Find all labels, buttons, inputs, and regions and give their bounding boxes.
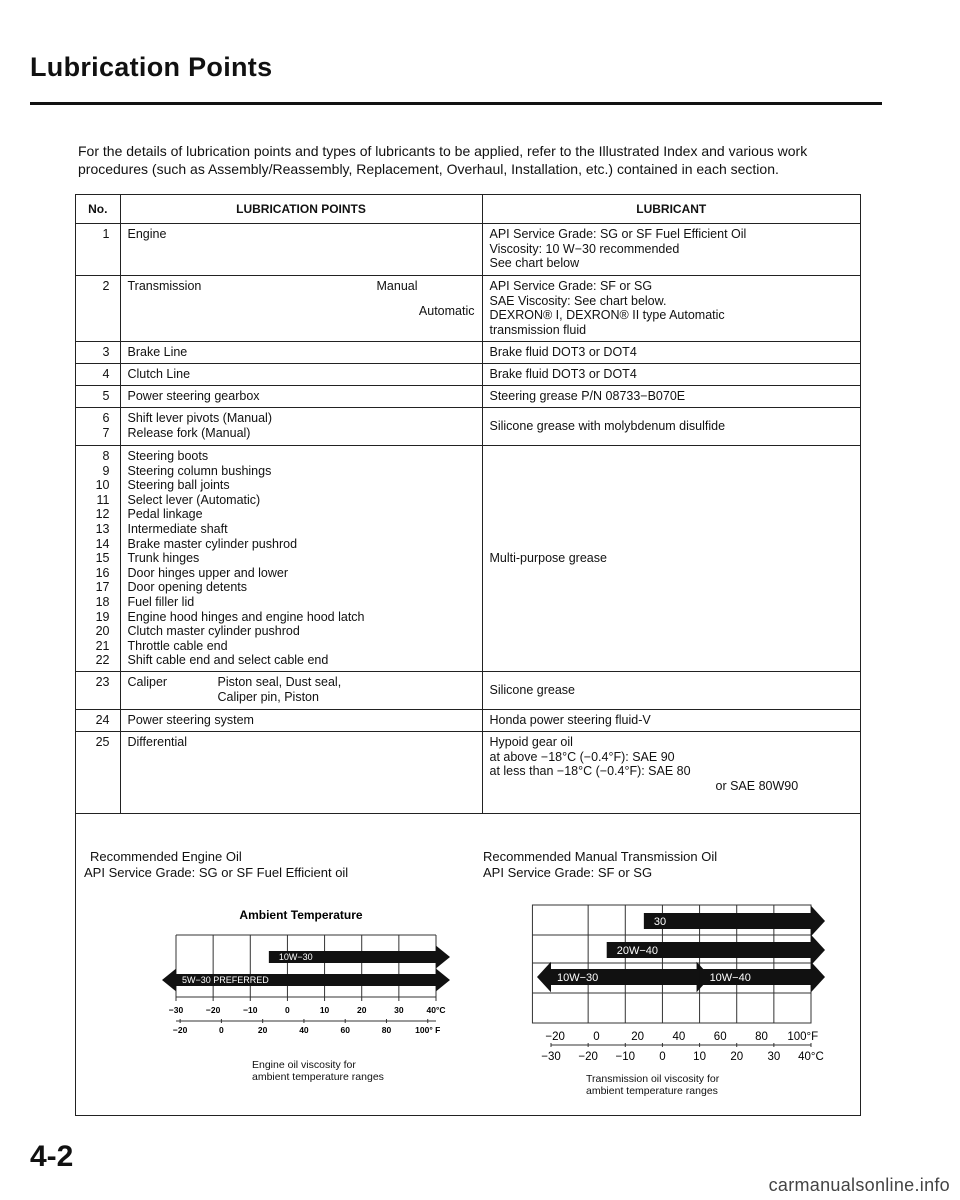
table-row [76, 224, 860, 276]
tick-label-c: −30 [168, 1005, 184, 1015]
row-number: 3 [76, 342, 120, 364]
tick-label-c: 10 [693, 1051, 706, 1063]
row-number: 21 [95, 638, 110, 653]
table-row [76, 408, 860, 446]
lubrication-point: Intermediate shaft [127, 521, 228, 536]
tick-label-c: 40°C [426, 1005, 446, 1015]
tick-label-c: −10 [615, 1051, 636, 1063]
lubrication-point: Steering ball joints [127, 478, 230, 493]
lubrication-point: Clutch master cylinder pushrod [127, 624, 300, 639]
table-header-row [76, 195, 860, 224]
lubrication-frame [75, 194, 861, 1116]
lubricant-cell: Brake fluid DOT3 or DOT4 [482, 342, 860, 364]
table-row [76, 709, 860, 731]
tick-label-f: 20 [257, 1025, 268, 1035]
lubricant-cell [482, 731, 860, 813]
row-number: 1 [76, 224, 120, 276]
lubrication-point: Caliper [127, 674, 168, 689]
lubrication-point: Trunk hinges [127, 551, 200, 566]
lubrication-point: Differential [120, 731, 482, 813]
tick-label-f: 0 [219, 1025, 224, 1035]
row-number: 5 [76, 386, 120, 408]
table-row [76, 342, 860, 364]
row-number-cell [76, 408, 120, 446]
lubrication-point-cell [120, 408, 482, 446]
tick-label-f: 80 [755, 1031, 768, 1043]
lubricant-line: Hypoid gear oil [489, 734, 573, 749]
engine-oil-viscosity-chart [136, 905, 466, 1075]
caption-line: ambient temperature ranges [586, 1085, 718, 1097]
row-number: 24 [76, 709, 120, 731]
lubricant-cell [482, 276, 860, 342]
row-number: 2 [76, 276, 120, 342]
row-number: 8 [102, 449, 110, 463]
tick-label-c: −20 [578, 1051, 598, 1063]
tick-label-c: 30 [394, 1005, 404, 1015]
tick-label-c: −20 [205, 1005, 221, 1015]
caption-line: Transmission oil viscosity for [586, 1073, 720, 1085]
bar-10w30-label: 10W−30 [278, 952, 313, 963]
lubrication-point: Select lever (Automatic) [127, 492, 261, 507]
lubricant-line: transmission fluid [489, 322, 587, 337]
lubrication-point: Clutch Line [120, 364, 482, 386]
title-rule [30, 102, 882, 105]
lubricant-cell: Honda power steering fluid-V [482, 709, 860, 731]
engine-oil-heading: Recommended Engine Oil [90, 849, 242, 864]
tick-label-c: 0 [659, 1051, 666, 1063]
tick-label-f: −20 [172, 1025, 188, 1035]
tick-label-c: −10 [243, 1005, 258, 1015]
caption-line: Engine oil viscosity for [252, 1059, 356, 1071]
tick-label-c: 0 [285, 1005, 290, 1015]
table-row [76, 731, 860, 813]
tick-label-f: 40 [299, 1025, 309, 1035]
header-points: LUBRICATION POINTS [120, 195, 482, 224]
row-number: 4 [76, 364, 120, 386]
lubricant-line: DEXRON® I, DEXRON® II type Automatic [489, 308, 725, 323]
lubricant-cell: Silicone grease with molybdenum disulfide [482, 408, 860, 446]
lubricant-line: at above −18°C (−0.4°F): SAE 90 [489, 749, 675, 764]
lubrication-point: Throttle cable end [127, 638, 228, 653]
table-row [76, 446, 860, 672]
bar-5w30-label: 5W−30 PREFERRED [182, 975, 269, 986]
lubrication-point: Pedal linkage [127, 507, 203, 522]
lubrication-point: Power steering gearbox [120, 386, 482, 408]
table-row [76, 364, 860, 386]
lubrication-point: Shift cable end and select cable end [127, 653, 329, 668]
row-number-cell [76, 446, 120, 672]
tick-label-c: 40°C [798, 1051, 824, 1063]
lubricant-cell: Brake fluid DOT3 or DOT4 [482, 364, 860, 386]
lubricant-line: API Service Grade: SF or SG [489, 279, 653, 293]
row-number: 11 [96, 492, 110, 507]
tick-label-f: 40 [672, 1031, 686, 1043]
row-number: 15 [95, 551, 110, 566]
row-number: 7 [102, 425, 110, 440]
tick-label-f: 80 [381, 1025, 392, 1035]
lubrication-point: Transmission [127, 279, 202, 293]
transmission-chart-caption [586, 1073, 719, 1097]
row-number: 17 [95, 580, 110, 595]
tick-label-c: 10 [319, 1005, 330, 1015]
page-number: 4-2 [30, 1140, 74, 1173]
lubrication-point: Engine hood hinges and engine hood latch [127, 609, 365, 624]
bar-30 [644, 906, 825, 936]
tick-label-f: 100°F [787, 1031, 819, 1043]
transmission-automatic: Automatic [418, 303, 475, 318]
table-row [76, 386, 860, 408]
tick-label-f: −20 [545, 1031, 565, 1043]
page-title: Lubrication Points [30, 52, 273, 82]
lubrication-point: Power steering system [120, 709, 482, 731]
row-number: 20 [95, 624, 110, 639]
transmission-oil-grade: API Service Grade: SF or SG [483, 865, 653, 880]
lubricant-line: Viscosity: 10 W−30 recommended [489, 241, 680, 256]
row-number: 13 [95, 521, 110, 536]
lubrication-point-cell [120, 276, 482, 342]
transmission-oil-recommendation [483, 849, 717, 881]
lubrication-point: Engine [120, 224, 482, 276]
row-number: 9 [102, 463, 110, 478]
lubrication-point: Steering boots [127, 449, 209, 463]
bar-30-label: 30 [653, 915, 667, 928]
lubrication-point: Release fork (Manual) [127, 425, 251, 440]
row-number: 12 [95, 507, 110, 522]
tick-label-f: 60 [713, 1031, 727, 1043]
row-number: 16 [95, 565, 110, 580]
lubrication-table [76, 195, 860, 814]
lubrication-point: Fuel filler lid [127, 594, 195, 609]
tick-label-c: 20 [356, 1005, 367, 1015]
caliper-detail: Caliper pin, Piston [217, 689, 319, 704]
bar-10w30-label: 10W−30 [557, 971, 599, 984]
lubricant-line: API Service Grade: SG or SF Fuel Efficient Oil [489, 227, 747, 241]
lubrication-point: Door opening detents [127, 580, 248, 595]
tick-label-c: 30 [767, 1051, 781, 1063]
engine-oil-recommendation [84, 849, 348, 881]
tick-label-f: 20 [631, 1031, 645, 1043]
table-row [76, 671, 860, 709]
lubricant-cell: Silicone grease [482, 671, 860, 709]
chart-title: Ambient Temperature [239, 908, 363, 922]
bar-10w40-label: 10W−40 [709, 971, 751, 984]
header-no: No. [76, 195, 120, 224]
header-lubricant: LUBRICANT [482, 195, 860, 224]
lubrication-point-cell [120, 671, 482, 709]
tick-label-f: 60 [340, 1025, 350, 1035]
bar-20w40-label: 20W−40 [616, 944, 658, 957]
lubricant-line: See chart below [489, 256, 580, 271]
row-number: 25 [76, 731, 120, 813]
table-row [76, 276, 860, 342]
lubrication-point: Brake master cylinder pushrod [127, 536, 298, 551]
lubricant-cell: Multi-purpose grease [482, 446, 860, 672]
lubricant-line: SAE Viscosity: See chart below. [489, 293, 667, 308]
lubrication-point: Brake Line [120, 342, 482, 364]
row-number: 6 [102, 411, 110, 425]
engine-oil-grade: API Service Grade: SG or SF Fuel Efficient oil [84, 865, 349, 880]
tick-label-f: 0 [593, 1031, 600, 1043]
transmission-oil-heading: Recommended Manual Transmission Oil [483, 849, 718, 864]
caption-line: ambient temperature ranges [252, 1071, 384, 1083]
lubricant-line: at less than −18°C (−0.4°F): SAE 80 [489, 764, 691, 779]
watermark: carmanualsonline.info [768, 1175, 950, 1195]
engine-chart-caption [252, 1059, 384, 1083]
tick-label-c: −30 [541, 1051, 561, 1063]
intro-text: For the details of lubrication points and types of lubricants to be applied, refer to the Illustrated Index and various work procedures (such as Assembly/Reassembly, Replacement, Overhaul, Installation, etc.) contained in each section. [78, 143, 808, 177]
lubrication-point: Steering column bushings [127, 463, 272, 478]
tick-label-c: 20 [730, 1051, 744, 1063]
lubrication-point: Door hinges upper and lower [127, 565, 289, 580]
transmission-oil-viscosity-chart [481, 895, 826, 1070]
row-number: 14 [95, 536, 110, 551]
lubricant-line: or SAE 80W90 [715, 778, 799, 793]
tick-label-f: 100° F [415, 1025, 441, 1035]
row-number: 18 [95, 594, 110, 609]
row-number: 19 [95, 609, 110, 624]
row-number: 10 [95, 478, 110, 493]
row-number: 22 [95, 653, 110, 668]
lubricant-cell: Steering grease P/N 08733−B070E [482, 386, 860, 408]
caliper-detail: Piston seal, Dust seal, [217, 674, 342, 689]
lubrication-point: Shift lever pivots (Manual) [127, 411, 273, 425]
lubricant-cell [482, 224, 860, 276]
transmission-manual: Manual [376, 279, 418, 293]
row-number: 23 [76, 671, 120, 709]
lubrication-point-cell [120, 446, 482, 672]
